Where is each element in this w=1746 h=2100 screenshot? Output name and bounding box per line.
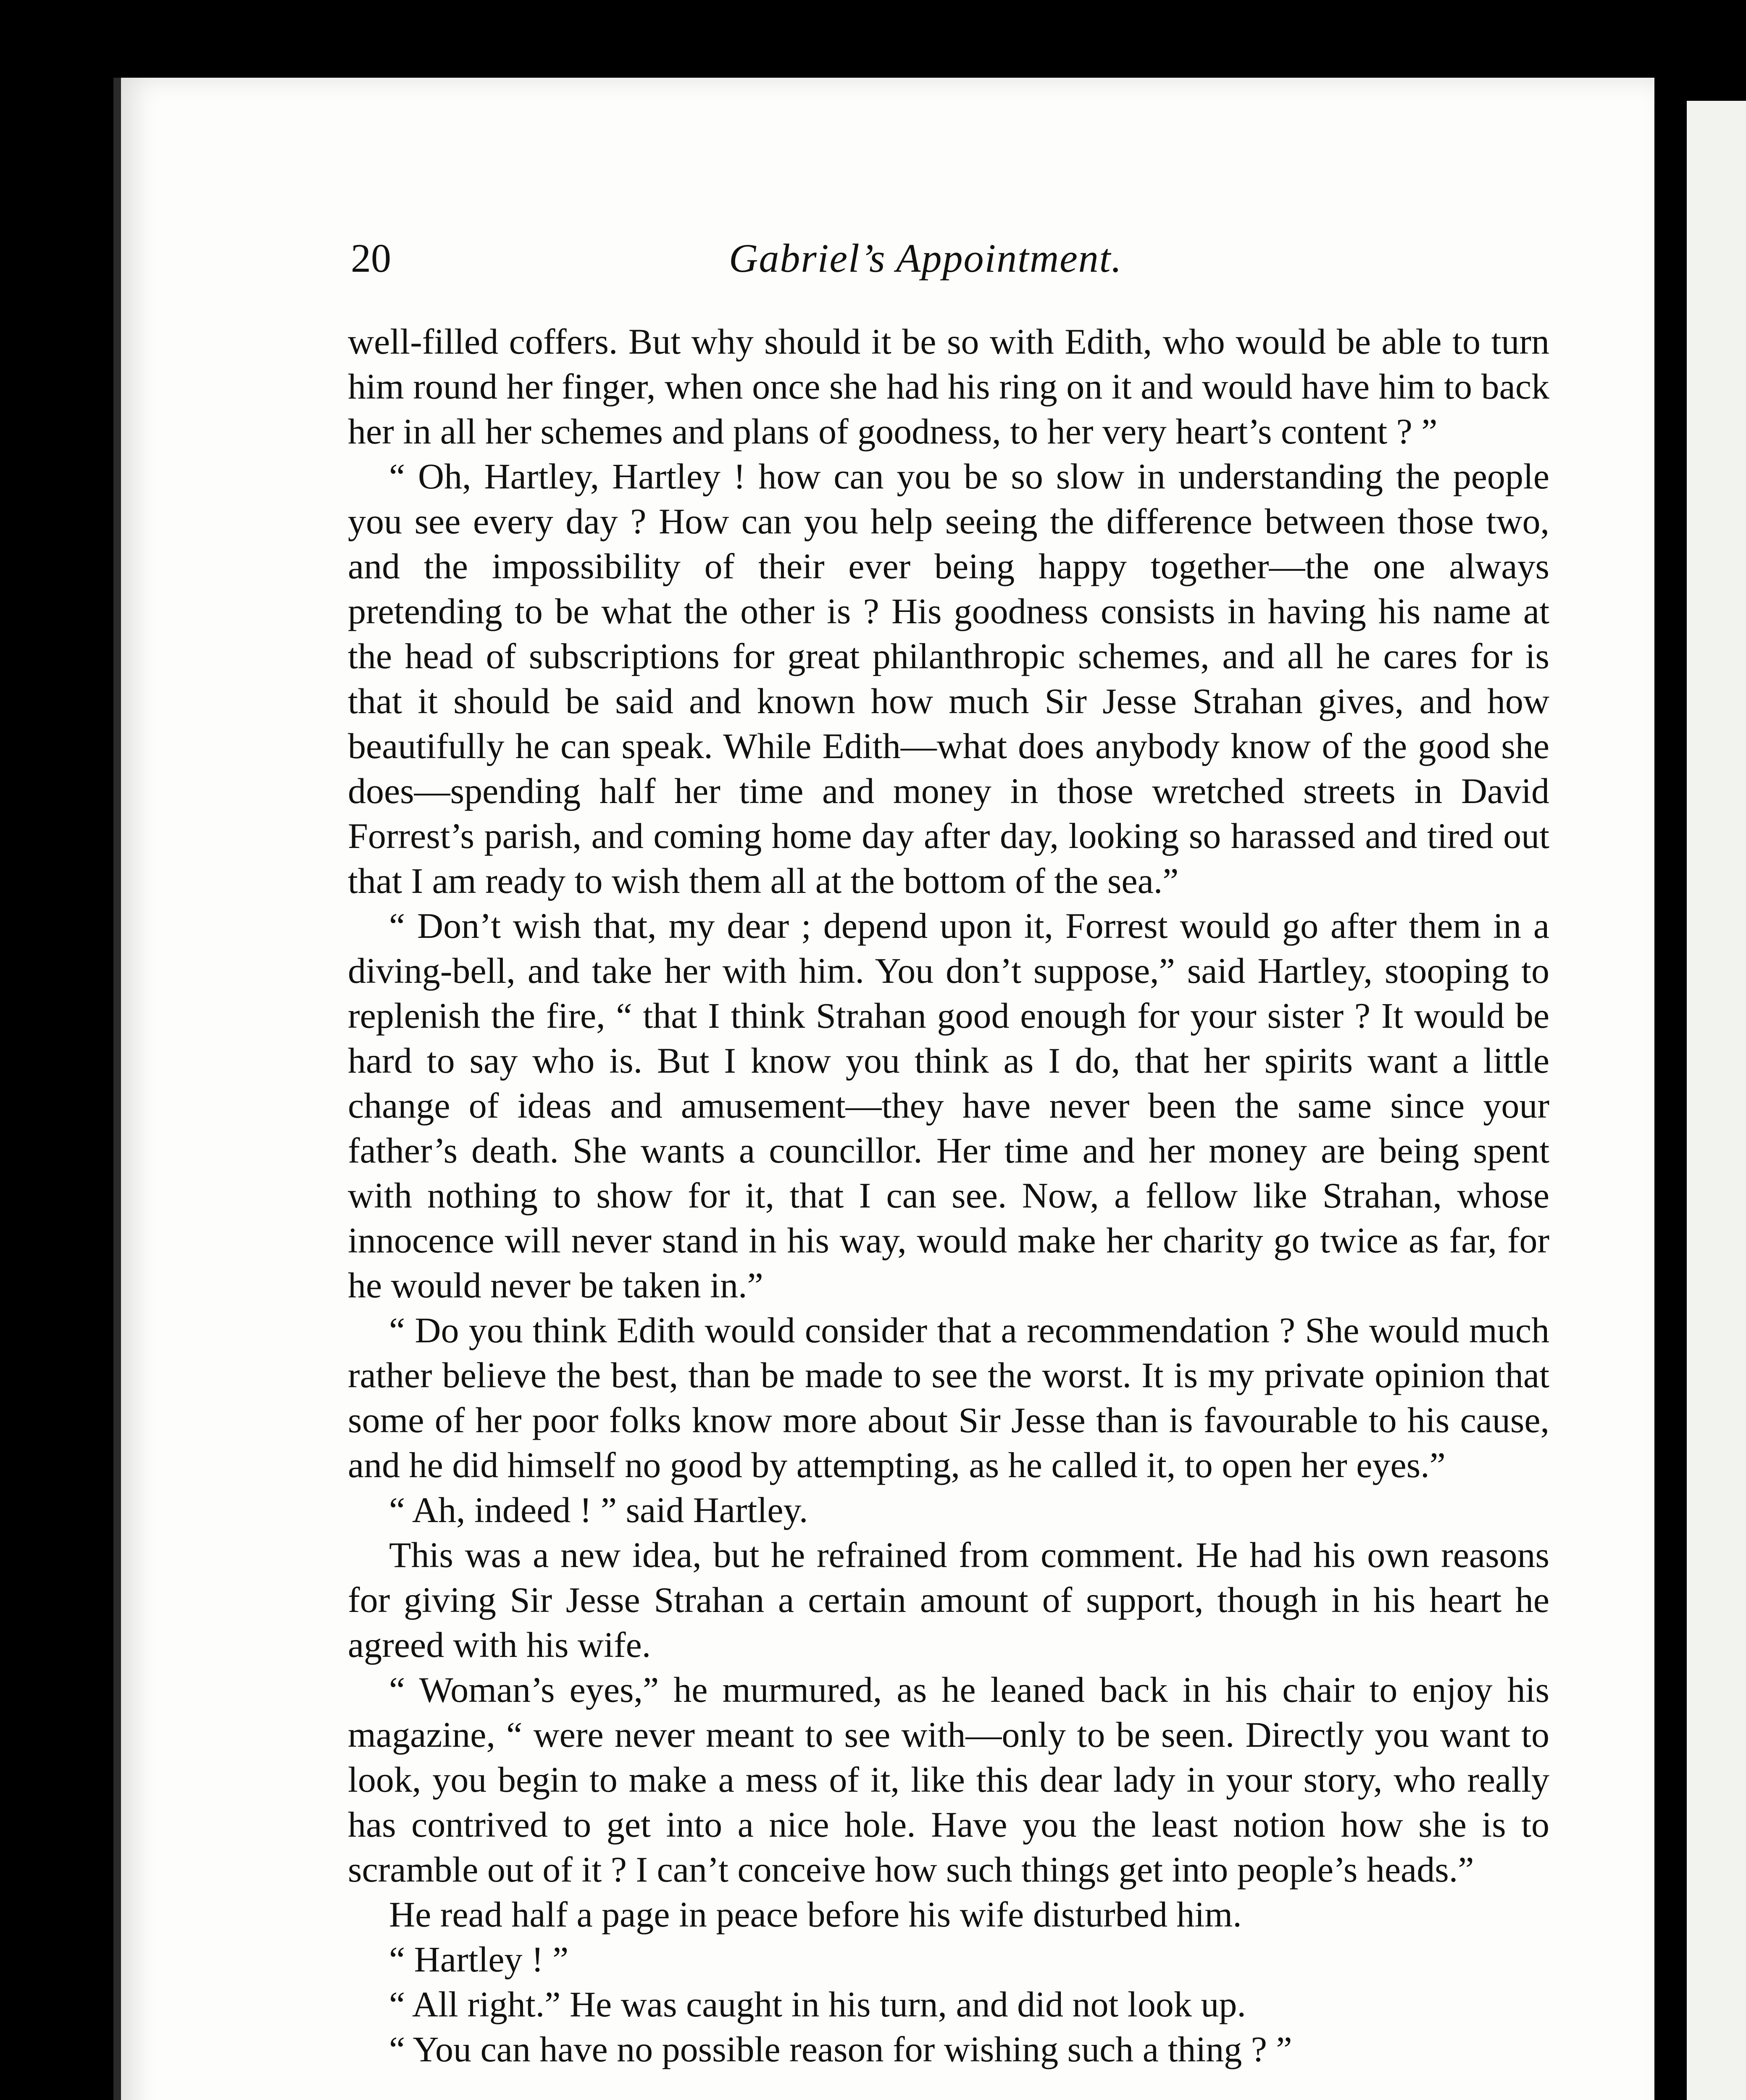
paragraph: “ Ah, indeed ! ” said Hartley. bbox=[389, 1490, 808, 1530]
paragraph: This was a new idea, but he refrained from comment. He had his own reasons for giving Sir Jesse Strahan a certain amount of support, though in his heart he agreed with his wife. bbox=[348, 1535, 1549, 1665]
facing-page-sliver bbox=[1683, 101, 1746, 2100]
body-text bbox=[348, 319, 1549, 2072]
paragraph: “ Do you think Edith would consider that a recommendation ? She would much rather believe the best, than be made to see the worst. It is my private opinion that some of her poor folks know more about Sir Jesse than is favourable to his cause, and he did himself no good by attempting, as he called it, to open her eyes.” bbox=[348, 1310, 1549, 1485]
paragraph: well-filled coffers. But why should it be so with Edith, who would be able to turn him round her finger, when once she had his ring on it and would have him to back her in all her schemes and plans of goodness, to her very heart’s content ? ” bbox=[348, 321, 1549, 452]
paragraph: “ Woman’s eyes,” he murmured, as he leaned back in his chair to enjoy his magazine, “ were never meant to see with—only to be seen. Directly you want to look, you begin to make a mess of it, like this dear lady in your story, who really has contrived to get into a nice hole. Have you the least notion how she is to scramble out of it ? I can’t conceive how such things get into people’s heads.” bbox=[348, 1670, 1549, 1890]
paragraph: “ Don’t wish that, my dear ; depend upon it, Forrest would go after them in a diving-bell, and take her with him. You don’t suppose,” said Hartley, stooping to replenish the fire, “ that I think Strahan good enough for your sister ? It would be hard to say who is. But I know you think as I do, that her spirits want a little change of ideas and amusement—they have never been the same since your father’s death. She wants a councillor. Her time and her money are being spent with nothing to show for it, that I can see. Now, a fellow like Strahan, whose innocence will never stand in his way, would make her charity go twice as far, for he would never be taken in.” bbox=[348, 906, 1549, 1305]
paragraph: “ All right.” He was caught in his turn, and did not look up. bbox=[389, 1984, 1246, 2024]
page-number: 20 bbox=[351, 236, 391, 281]
paragraph: “ Hartley ! ” bbox=[389, 1939, 569, 1979]
paragraph: He read half a page in peace before his wife disturbed him. bbox=[389, 1894, 1242, 1935]
running-title: Gabriel’s Appointment. bbox=[729, 236, 1123, 281]
paragraph: “ Oh, Hartley, Hartley ! how can you be so slow in understanding the people you see every day ? How can you help seeing the difference between those two, and the impossibility of their ever being happy together—the one always pretending to be what the other is ? His goodness consists in having his name at the head of subscriptions for great philanthropic schemes, and all he cares for is that it should be said and known how much Sir Jesse Strahan gives, and how beautifully he can speak. While Edith—what does anybody know of the good she does—spending half her time and money in those wretched streets in David Forrest’s parish, and coming home day after day, looking so harassed and tired out that I am ready to wish them all at the bottom of the sea.” bbox=[348, 456, 1549, 901]
running-header bbox=[351, 233, 1548, 284]
book-spine-shadow bbox=[1649, 88, 1687, 2100]
paragraph: “ You can have no possible reason for wishing such a thing ? ” bbox=[389, 2029, 1292, 2069]
